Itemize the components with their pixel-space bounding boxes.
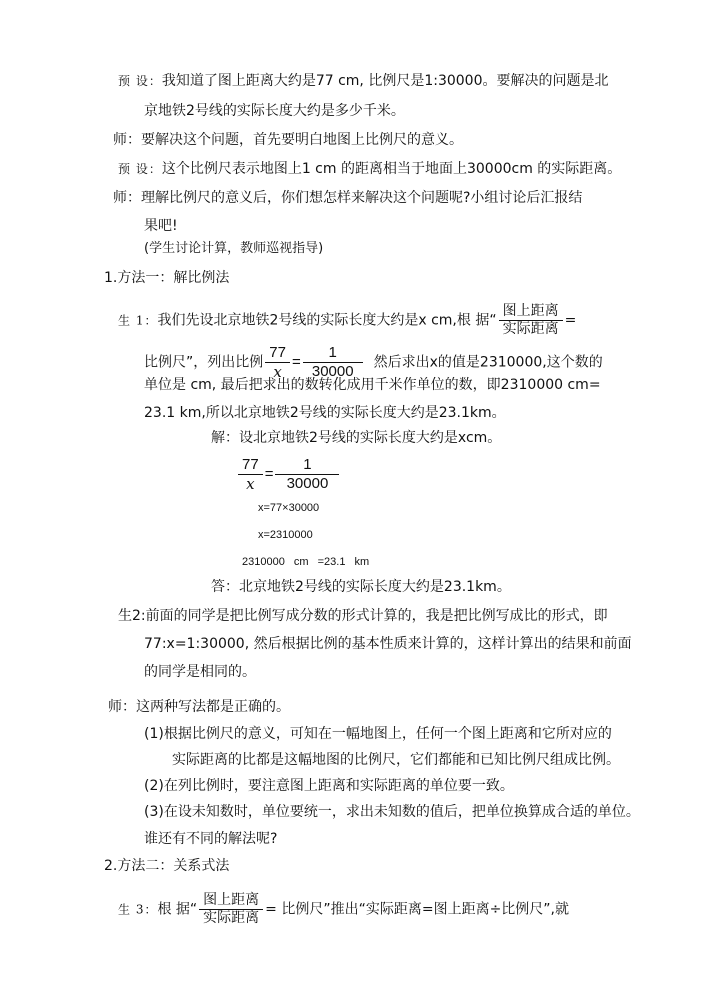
equation-proportion: $\frac{77}{x}$ = $\frac{1}{30000}$ bbox=[236, 456, 341, 493]
note-3: (3)在设未知数时，单位要统一，求出未知数的值后，把单位换算成合适的单位。 bbox=[144, 804, 640, 820]
line-student-1-cont-2: 单位是 cm, 最后把求出的数转化成用千米作单位的数，即2310000 cm= bbox=[144, 377, 601, 393]
speaker-label: 生 3： bbox=[118, 902, 158, 917]
line-teacher-2: 师：理解比例尺的意义后，你们想怎样来解决这个问题呢?小组讨论后汇报结 bbox=[113, 190, 583, 206]
fraction-map-over-real: $\frac{\text{图上距离}}{\text{实际距离}}$ bbox=[499, 303, 563, 338]
fraction-1-over-30000: $\frac{1}{30000}$ bbox=[275, 456, 339, 493]
line-student-1-cont-1: 比例尺”，列出比例 $\frac{77}{x}$ = $\frac{1}{30000}$ 然后求出x的值是2310000,这个数的 bbox=[144, 344, 603, 381]
section-heading-method-1: 1.方法一：解比例法 bbox=[104, 270, 230, 286]
line-student-1: 生 1：我们先设北京地铁2号线的实际长度大约是x cm,根 据“ $\frac{\text{图上距离}}{\text{实际距离}}$ = bbox=[118, 303, 577, 337]
line-student-2-cont-1: 77:x=1:30000, 然后根据比例的基本性质来计算的，这样计算出的结果和前面 bbox=[144, 636, 632, 652]
speaker-label: 预 设： bbox=[118, 162, 162, 176]
fraction-77-over-x: $\frac{77}{x}$ bbox=[238, 456, 263, 493]
section-heading-method-2: 2.方法二：关系式法 bbox=[104, 858, 230, 874]
line-stage-note: (学生讨论计算，教师巡视指导) bbox=[144, 241, 324, 256]
equation-step-2: x=2310000 bbox=[258, 529, 313, 541]
line-teacher-3: 师：这两种写法都是正确的。 bbox=[108, 699, 290, 715]
line-preset-2: 预 设：这个比例尺表示地图上1 cm 的距离相当于地面上30000cm 的实际距离。 bbox=[118, 161, 622, 177]
fraction-77-over-x: $\frac{77}{x}$ bbox=[265, 344, 290, 381]
line-solution: 解：设北京地铁2号线的实际长度大约是xcm。 bbox=[211, 430, 502, 446]
line-question: 谁还有不同的解法呢? bbox=[144, 831, 278, 847]
line-student-2: 生2:前面的同学是把比例写成分数的形式计算的，我是把比例写成比的形式，即 bbox=[118, 608, 608, 624]
line-student-3: 生 3：根 据“ $\frac{\text{图上距离}}{\text{实际距离}}$ = 比例尺”推出“实际距离=图上距离÷比例尺”,就 bbox=[118, 892, 570, 926]
line-student-2-cont-2: 的同学是相同的。 bbox=[144, 664, 256, 680]
fraction-map-over-real: $\frac{\text{图上距离}}{\text{实际距离}}$ bbox=[199, 892, 263, 927]
speaker-label: 生 1： bbox=[118, 313, 158, 328]
equation-step-1: x=77×30000 bbox=[258, 502, 320, 514]
fraction-1-over-30000: $\frac{1}{30000}$ bbox=[303, 344, 363, 381]
line-teacher-1: 师：要解决这个问题，首先要明白地图上比例尺的意义。 bbox=[113, 132, 463, 148]
note-2: (2)在列比例时，要注意图上距离和实际距离的单位要一致。 bbox=[144, 778, 514, 794]
line-preset-1: 预 设：我知道了图上距离大约是77 cm, 比例尺是1:30000。要解决的问题是北 bbox=[118, 73, 609, 89]
line-answer: 答：北京地铁2号线的实际长度大约是23.1km。 bbox=[211, 579, 511, 595]
speaker-label: 预 设： bbox=[118, 74, 162, 88]
note-1-cont: 实际距离的比都是这幅地图的比例尺，它们都能和已知比例尺组成比例。 bbox=[172, 752, 620, 768]
line-preset-1-cont: 京地铁2号线的实际长度大约是多少千米。 bbox=[144, 103, 405, 119]
note-1: (1)根据比例尺的意义，可知在一幅地图上，任何一个图上距离和它所对应的 bbox=[144, 726, 612, 742]
equation-step-3: 2310000 cm =23.1 km bbox=[242, 556, 370, 568]
line-teacher-2-cont: 果吧! bbox=[144, 218, 178, 234]
line-student-1-cont-3: 23.1 km,所以北京地铁2号线的实际长度大约是23.1km。 bbox=[144, 405, 506, 421]
